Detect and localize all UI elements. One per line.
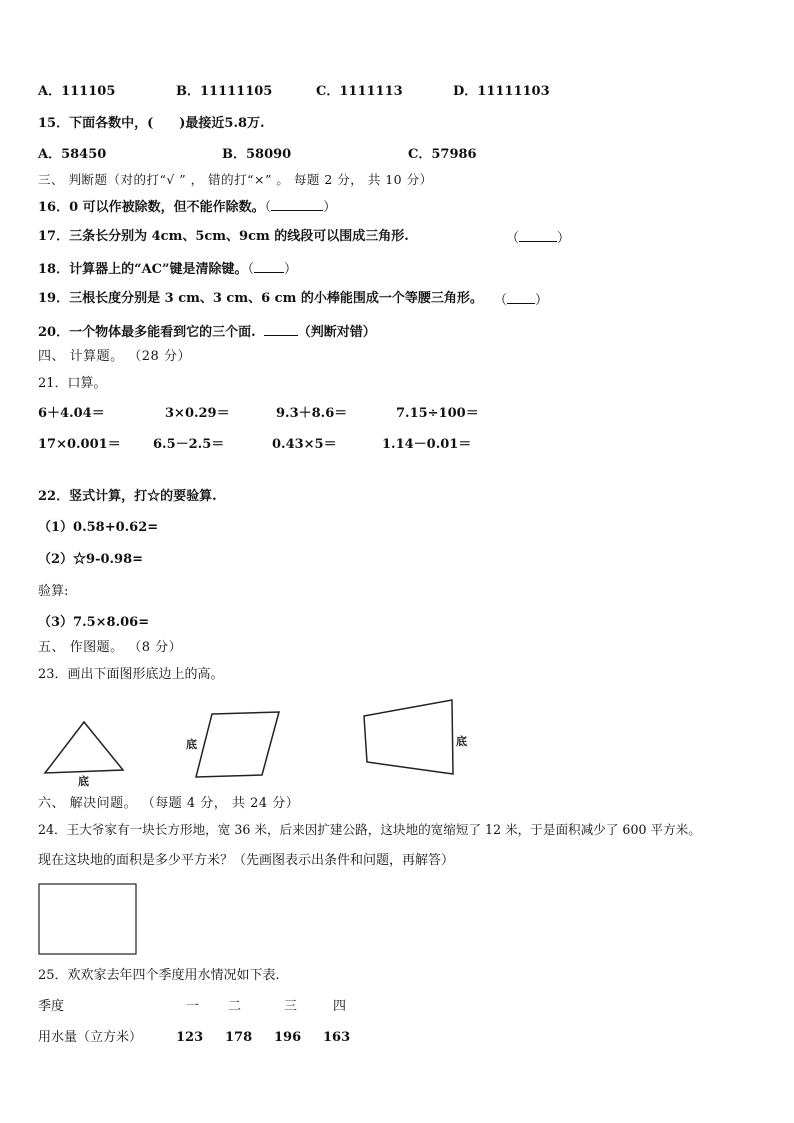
q21-item: 7.15÷100＝ [396,406,479,421]
q22-part-3: （3）7.5×8.06= [38,615,150,630]
trapezoid-base-label: 底 [456,735,467,748]
parallelogram-shape [196,712,279,777]
q25-usage-value: 178 [225,1030,253,1045]
q17-paren-close: ） [557,231,571,246]
q15-stem: 15．下面各数中，( )最接近5.8万. [38,116,265,131]
q25-quarter: 一 [186,999,200,1014]
q18-paren-close: ） [284,262,298,277]
q20-suffix: （判断对错） [297,325,376,340]
q22-title: 22．竖式计算，打☆的要验算. [38,489,217,504]
q25-title: 25．欢欢家去年四个季度用水情况如下表. [38,968,280,983]
section-4-heading: 四、 计算题。 （28 分） [38,349,191,364]
q18-text: 18．计算器上的“AC”键是清除键。 [38,262,248,277]
q21-title: 21．口算。 [38,376,107,391]
q19-paren-close: ） [535,293,549,308]
section-5-heading: 五、 作图题。 （8 分） [38,640,183,655]
q25-quarter: 二 [228,999,242,1014]
q17-text: 17．三条长分别为 4cm、5cm、9cm 的线段可以围成三角形. [38,229,409,244]
q14-option-a: A．111105 [38,84,116,99]
q16-paren-open: （ [264,200,272,215]
q24-drawing-box [39,884,136,954]
q15-option-b: B．58090 [222,147,292,162]
q21-item: 17×0.001＝ [38,437,121,452]
q21-item: 3×0.29＝ [165,406,230,421]
q25-usage-value: 123 [176,1030,204,1045]
q22-check-label: 验算: [38,584,69,599]
q24-line-1: 24．王大爷家有一块长方形地，宽 36 米，后来因扩建公路，这块地的宽缩短了 12 米，于是面积减少了 600 平方米。 [38,822,701,837]
q21-item: 6.5－2.5＝ [153,437,225,452]
q23-title: 23．画出下面图形底边上的高。 [38,667,224,682]
trapezoid-shape [364,700,453,774]
q25-quarter: 三 [284,999,298,1014]
section-6-heading: 六、 解决问题。 （每题 4 分， 共 24 分） [38,796,300,811]
q22-part-2: （2）☆9-0.98= [38,552,144,567]
q25-usage-value: 196 [274,1030,302,1045]
q24-line-2: 现在这块地的面积是多少平方米？（先画图表示出条件和问题，再解答） [38,853,455,868]
q19-text: 19．三根长度分别是 3 cm、3 cm、6 cm 的小棒能围成一个等腰三角形。 [38,291,483,306]
q15-option-c: C．57986 [408,147,477,162]
q17-paren-open: （ [506,231,520,246]
q18-paren-open: （ [247,262,254,277]
parallelogram-base-label: 底 [186,738,197,751]
q19-paren-open: （ [494,293,508,308]
triangle-base-label: 底 [78,775,89,788]
q16-text: 16．0 可以作被除数，但不能作除数。 [38,200,265,215]
q25-quarter: 四 [333,999,347,1014]
q14-option-c: C．1111113 [316,84,403,99]
q25-usage-value: 163 [323,1030,351,1045]
q21-item: 1.14－0.01＝ [382,437,472,452]
q21-item: 6＋4.04＝ [38,406,105,421]
q25-row-header: 季度 [38,999,65,1014]
triangle-shape [45,722,123,773]
q20-text: 20．一个物体最多能看到它的三个面. [38,325,256,340]
q22-part-1: （1）0.58+0.62= [38,520,159,535]
q21-item: 9.3＋8.6＝ [276,406,348,421]
q14-option-b: B．11111105 [176,84,273,99]
q16-paren-close: ） [323,200,337,215]
q21-item: 0.43×5＝ [272,437,337,452]
q15-option-a: A．58450 [38,147,107,162]
section-3-heading: 三、 判断题（对的打“√ ” ， 错的打“×” 。 每题 2 分， 共 10 分） [38,172,433,187]
q14-option-d: D．11111103 [453,84,550,99]
q25-usage-label: 用水量（立方米） [38,1030,143,1045]
